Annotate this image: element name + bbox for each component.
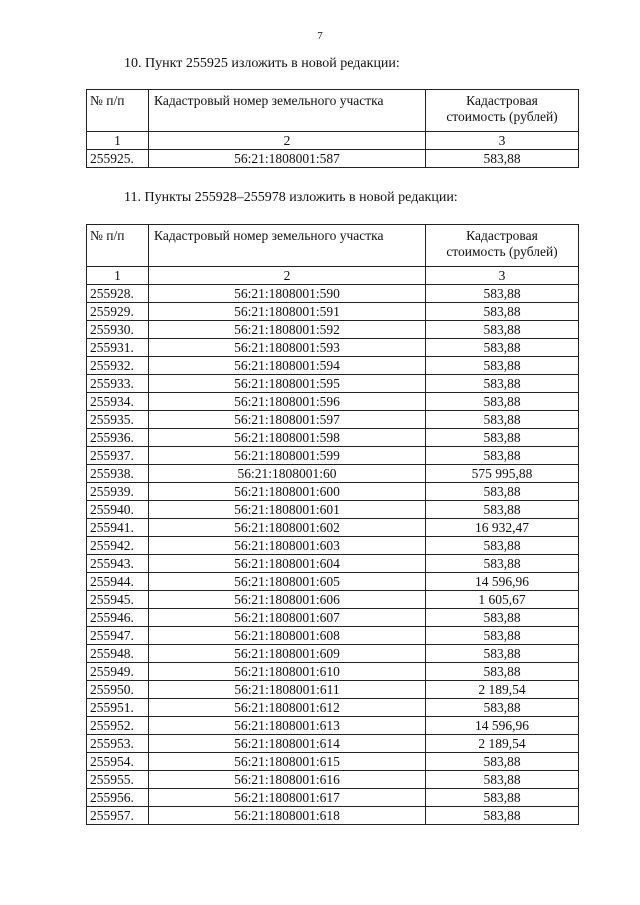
row-number-cell: 255934. (87, 393, 149, 411)
cadastral-number-cell: 56:21:1808001:618 (149, 807, 426, 825)
cadastral-cost-cell: 583,88 (426, 627, 579, 645)
table-row (87, 573, 579, 591)
table-header-row (87, 90, 579, 132)
table-row (87, 537, 579, 555)
table-row (87, 393, 579, 411)
cost-header-line-1: Кадастровая (466, 93, 538, 108)
row-number-cell: 255939. (87, 483, 149, 501)
cadastral-cost-cell: 583,88 (426, 375, 579, 393)
row-number-cell: 255945. (87, 591, 149, 609)
table-row (87, 699, 579, 717)
row-number-cell: 255953. (87, 735, 149, 753)
table-row (87, 339, 579, 357)
row-number-cell: 255925. (87, 150, 149, 168)
cadastral-cost-cell: 583,88 (426, 609, 579, 627)
cadastral-cost-cell: 583,88 (426, 537, 579, 555)
cadastral-number-cell: 56:21:1808001:612 (149, 699, 426, 717)
cadastral-cost-cell: 2 189,54 (426, 735, 579, 753)
row-number-cell: 255954. (87, 753, 149, 771)
row-number-cell: 255957. (87, 807, 149, 825)
cadastral-cost-cell: 583,88 (426, 699, 579, 717)
column-header-cadastral-number: Кадастровый номер земельного участка (149, 90, 426, 132)
column-index-row (87, 132, 579, 150)
cadastral-number-cell: 56:21:1808001:587 (149, 150, 426, 168)
cadastral-number-cell: 56:21:1808001:593 (149, 339, 426, 357)
table-row (87, 285, 579, 303)
cost-header-line-2: стоимость (рублей) (446, 244, 558, 259)
row-number-cell: 255928. (87, 285, 149, 303)
cost-header-line-1: Кадастровая (466, 228, 538, 243)
row-number-cell: 255949. (87, 663, 149, 681)
cadastral-number-cell: 56:21:1808001:606 (149, 591, 426, 609)
row-number-cell: 255942. (87, 537, 149, 555)
cadastral-number-cell: 56:21:1808001:617 (149, 789, 426, 807)
row-number-cell: 255929. (87, 303, 149, 321)
cadastral-number-cell: 56:21:1808001:610 (149, 663, 426, 681)
table-row (87, 375, 579, 393)
cadastral-number-cell: 56:21:1808001:595 (149, 375, 426, 393)
cadastral-cost-cell: 583,88 (426, 357, 579, 375)
column-index-cell: 3 (426, 132, 579, 150)
table-row (87, 627, 579, 645)
cadastral-number-cell: 56:21:1808001:598 (149, 429, 426, 447)
cadastral-cost-cell: 583,88 (426, 285, 579, 303)
table-row (87, 735, 579, 753)
cadastral-cost-cell: 16 932,47 (426, 519, 579, 537)
row-number-cell: 255941. (87, 519, 149, 537)
table-row (87, 681, 579, 699)
column-header-cadastral-cost (426, 90, 579, 132)
table-row (87, 789, 579, 807)
table-row (87, 753, 579, 771)
table-row (87, 429, 579, 447)
row-number-cell: 255940. (87, 501, 149, 519)
section-heading-10: 10. Пункт 255925 изложить в новой редакции: (124, 56, 400, 71)
row-number-cell: 255947. (87, 627, 149, 645)
cadastral-number-cell: 56:21:1808001:613 (149, 717, 426, 735)
cadastral-number-cell: 56:21:1808001:590 (149, 285, 426, 303)
cadastral-number-cell: 56:21:1808001:615 (149, 753, 426, 771)
column-index-cell: 2 (149, 132, 426, 150)
cadastral-number-cell: 56:21:1808001:614 (149, 735, 426, 753)
cadastral-number-cell: 56:21:1808001:604 (149, 555, 426, 573)
cadastral-number-cell: 56:21:1808001:60 (149, 465, 426, 483)
cadastral-cost-cell: 583,88 (426, 393, 579, 411)
column-header-cadastral-cost (426, 225, 579, 267)
row-number-cell: 255955. (87, 771, 149, 789)
cadastral-number-cell: 56:21:1808001:608 (149, 627, 426, 645)
cadastral-number-cell: 56:21:1808001:599 (149, 447, 426, 465)
cadastral-number-cell: 56:21:1808001:597 (149, 411, 426, 429)
table-row (87, 771, 579, 789)
cadastral-number-cell: 56:21:1808001:596 (149, 393, 426, 411)
cadastral-table-item-11 (86, 224, 579, 825)
cadastral-cost-cell: 583,88 (426, 771, 579, 789)
cadastral-cost-cell: 583,88 (426, 447, 579, 465)
cadastral-cost-cell: 583,88 (426, 807, 579, 825)
cadastral-cost-cell: 575 995,88 (426, 465, 579, 483)
cadastral-table-item-10 (86, 89, 579, 168)
column-header-number: № п/п (87, 225, 149, 267)
column-index-cell: 1 (87, 132, 149, 150)
table-row (87, 321, 579, 339)
row-number-cell: 255933. (87, 375, 149, 393)
cadastral-cost-cell: 583,88 (426, 555, 579, 573)
cadastral-cost-cell: 583,88 (426, 753, 579, 771)
row-number-cell: 255956. (87, 789, 149, 807)
table-row (87, 357, 579, 375)
cadastral-number-cell: 56:21:1808001:591 (149, 303, 426, 321)
cadastral-number-cell: 56:21:1808001:605 (149, 573, 426, 591)
table-row (87, 807, 579, 825)
row-number-cell: 255943. (87, 555, 149, 573)
row-number-cell: 255950. (87, 681, 149, 699)
row-number-cell: 255931. (87, 339, 149, 357)
row-number-cell: 255935. (87, 411, 149, 429)
cadastral-number-cell: 56:21:1808001:611 (149, 681, 426, 699)
row-number-cell: 255948. (87, 645, 149, 663)
cadastral-number-cell: 56:21:1808001:601 (149, 501, 426, 519)
cadastral-number-cell: 56:21:1808001:600 (149, 483, 426, 501)
cost-header-line-2: стоимость (рублей) (446, 109, 558, 124)
table-row (87, 717, 579, 735)
column-header-number: № п/п (87, 90, 149, 132)
row-number-cell: 255932. (87, 357, 149, 375)
cadastral-cost-cell: 14 596,96 (426, 573, 579, 591)
column-index-row (87, 267, 579, 285)
table-row (87, 465, 579, 483)
cadastral-cost-cell: 583,88 (426, 483, 579, 501)
cadastral-cost-cell: 583,88 (426, 663, 579, 681)
cadastral-cost-cell: 583,88 (426, 303, 579, 321)
row-number-cell: 255936. (87, 429, 149, 447)
cadastral-number-cell: 56:21:1808001:607 (149, 609, 426, 627)
section-heading-11: 11. Пункты 255928–255978 изложить в новой редакции: (124, 190, 458, 205)
column-index-cell: 2 (149, 267, 426, 285)
column-index-cell: 3 (426, 267, 579, 285)
page-number: 7 (317, 30, 323, 42)
table-row (87, 303, 579, 321)
column-header-cadastral-number: Кадастровый номер земельного участка (149, 225, 426, 267)
table-row (87, 519, 579, 537)
column-index-cell: 1 (87, 267, 149, 285)
table-row (87, 645, 579, 663)
row-number-cell: 255951. (87, 699, 149, 717)
table-row (87, 591, 579, 609)
row-number-cell: 255937. (87, 447, 149, 465)
table-row (87, 663, 579, 681)
table-header-row (87, 225, 579, 267)
table-row (87, 411, 579, 429)
cadastral-cost-cell: 14 596,96 (426, 717, 579, 735)
row-number-cell: 255938. (87, 465, 149, 483)
table-row (87, 555, 579, 573)
cadastral-number-cell: 56:21:1808001:609 (149, 645, 426, 663)
cadastral-cost-cell: 583,88 (426, 645, 579, 663)
row-number-cell: 255944. (87, 573, 149, 591)
row-number-cell: 255946. (87, 609, 149, 627)
cadastral-number-cell: 56:21:1808001:594 (149, 357, 426, 375)
cadastral-cost-cell: 583,88 (426, 789, 579, 807)
table-row (87, 609, 579, 627)
table-row (87, 447, 579, 465)
table-row (87, 150, 579, 168)
cadastral-cost-cell: 583,88 (426, 411, 579, 429)
cadastral-cost-cell: 583,88 (426, 429, 579, 447)
cadastral-cost-cell: 583,88 (426, 501, 579, 519)
row-number-cell: 255930. (87, 321, 149, 339)
cadastral-number-cell: 56:21:1808001:603 (149, 537, 426, 555)
cadastral-number-cell: 56:21:1808001:592 (149, 321, 426, 339)
cadastral-cost-cell: 2 189,54 (426, 681, 579, 699)
table-row (87, 501, 579, 519)
row-number-cell: 255952. (87, 717, 149, 735)
cadastral-cost-cell: 583,88 (426, 321, 579, 339)
cadastral-number-cell: 56:21:1808001:616 (149, 771, 426, 789)
cadastral-cost-cell: 583,88 (426, 150, 579, 168)
cadastral-number-cell: 56:21:1808001:602 (149, 519, 426, 537)
cadastral-cost-cell: 1 605,67 (426, 591, 579, 609)
table-row (87, 483, 579, 501)
cadastral-cost-cell: 583,88 (426, 339, 579, 357)
